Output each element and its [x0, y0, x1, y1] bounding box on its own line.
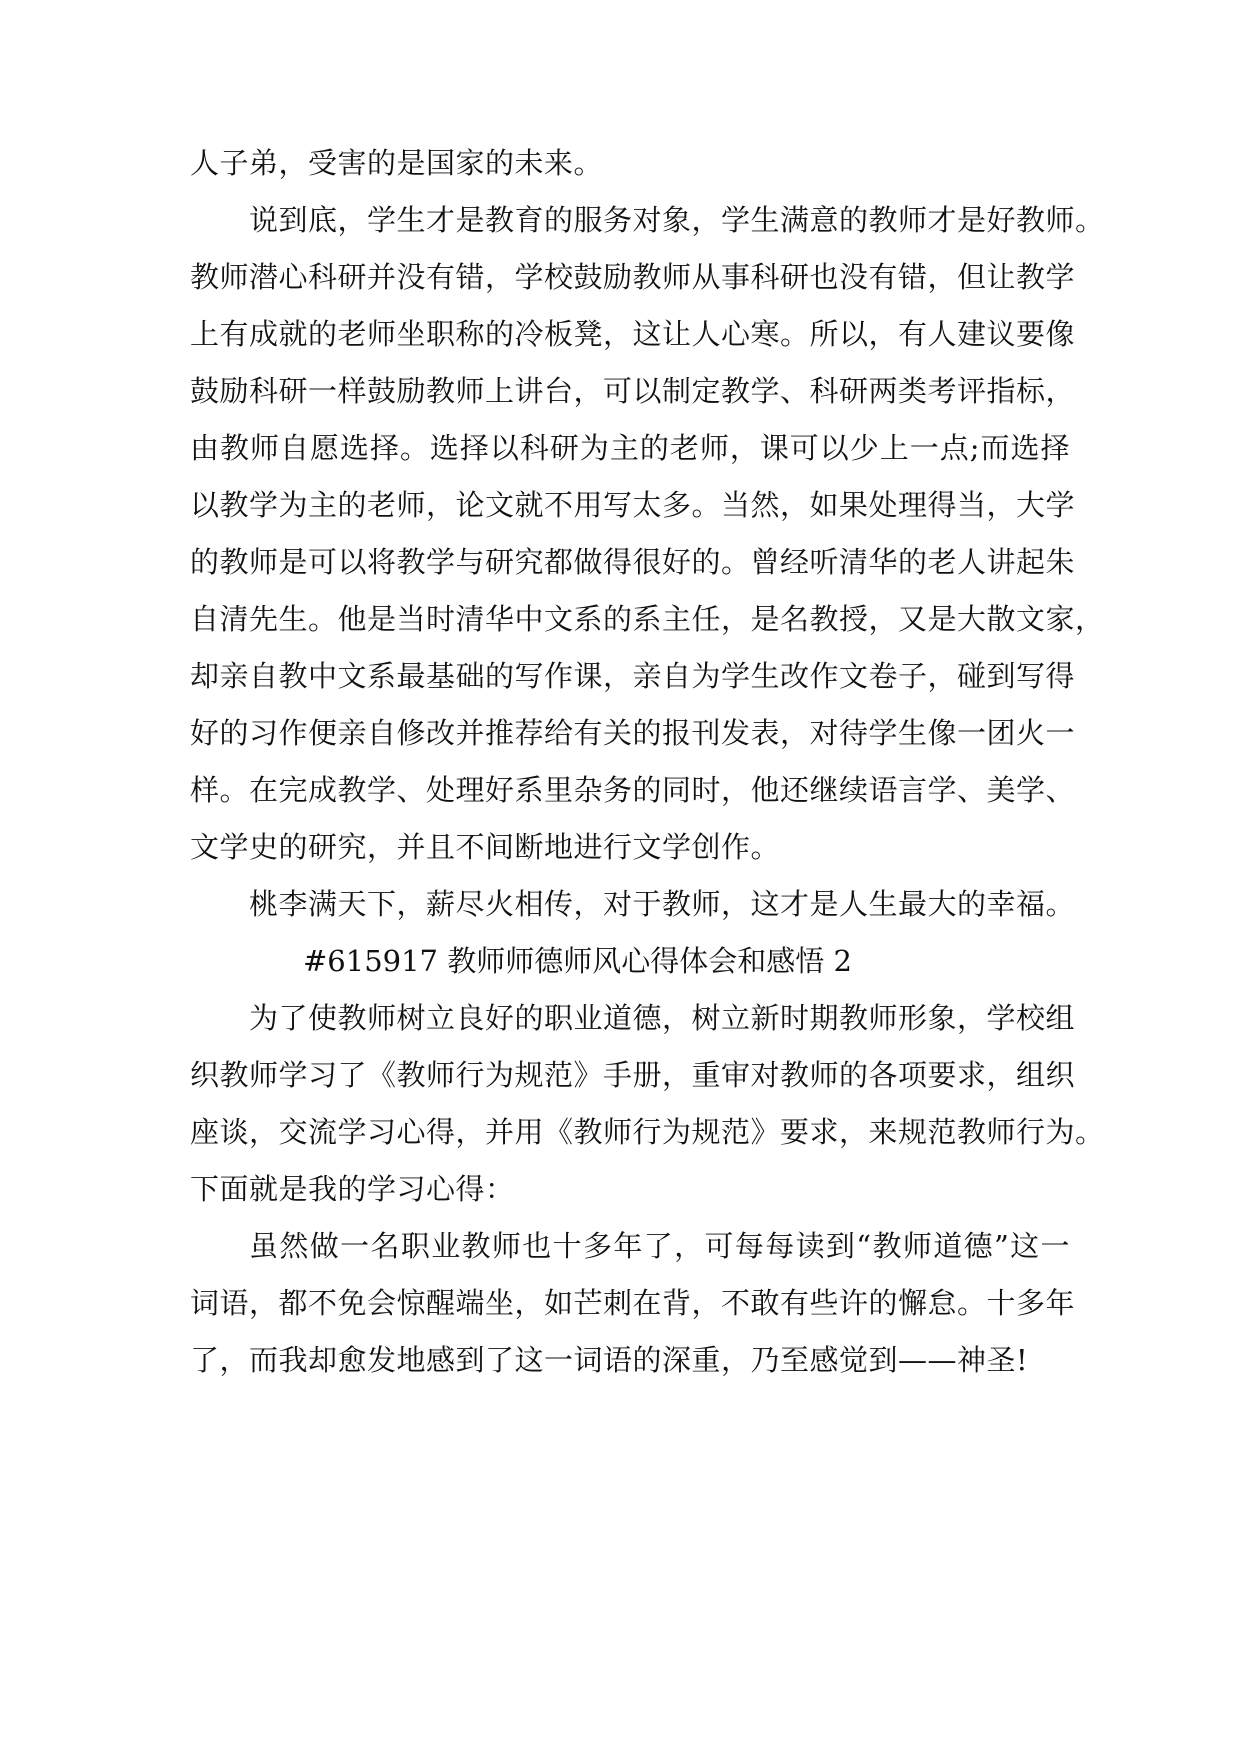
paragraph-line: 下面就是我的学习心得：: [190, 1172, 515, 1206]
paragraph-line: 人子弟，受害的是国家的未来。: [190, 146, 604, 180]
paragraph-line: 教师潜心科研并没有错，学校鼓励教师从事科研也没有错，但让教学: [190, 260, 1076, 294]
paragraph-line: 自清先生。他是当时清华中文系的系主任，是名教授，又是大散文家，: [190, 602, 1105, 636]
paragraph-line: 鼓励科研一样鼓励教师上讲台，可以制定教学、科研两类考评指标，: [190, 374, 1076, 408]
section-heading: #615917 教师师德师风心得体会和感悟 2: [303, 944, 852, 978]
paragraph-line: 却亲自教中文系最基础的写作课，亲自为学生改作文卷子，碰到写得: [190, 659, 1076, 693]
paragraph-line: 好的习作便亲自修改并推荐给有关的报刊发表，对待学生像一团火一: [190, 716, 1076, 750]
paragraph-line: 以教学为主的老师，论文就不用写太多。当然，如果处理得当，大学: [190, 488, 1076, 522]
paragraph-line: 由教师自愿选择。选择以科研为主的老师，课可以少上一点;而选择: [190, 431, 1070, 465]
paragraph-line: 说到底，学生才是教育的服务对象，学生满意的教师才是好教师。: [249, 203, 1105, 237]
paragraph-line: 座谈，交流学习心得，并用《教师行为规范》要求，来规范教师行为。: [190, 1115, 1105, 1149]
paragraph-line: 织教师学习了《教师行为规范》手册，重审对教师的各项要求，组织: [190, 1058, 1076, 1092]
paragraph-line: 了，而我却愈发地感到了这一词语的深重，乃至感觉到——神圣!: [190, 1343, 1029, 1377]
paragraph-line: 的教师是可以将教学与研究都做得很好的。曾经听清华的老人讲起朱: [190, 545, 1076, 579]
paragraph-line: 为了使教师树立良好的职业道德，树立新时期教师形象，学校组: [249, 1001, 1076, 1035]
paragraph-line: 词语，都不免会惊醒端坐，如芒刺在背，不敢有些许的懈怠。十多年: [190, 1286, 1076, 1320]
paragraph-line: 桃李满天下，薪尽火相传，对于教师，这才是人生最大的幸福。: [249, 887, 1076, 921]
paragraph-line: 文学史的研究，并且不间断地进行文学创作。: [190, 830, 781, 864]
paragraph-line: 样。在完成教学、处理好系里杂务的同时，他还继续语言学、美学、: [190, 773, 1076, 807]
paragraph-line: 虽然做一名职业教师也十多年了，可每每读到“教师道德”这一: [249, 1229, 1070, 1263]
paragraph-line: 上有成就的老师坐职称的冷板凳，这让人心寒。所以，有人建议要像: [190, 317, 1076, 351]
